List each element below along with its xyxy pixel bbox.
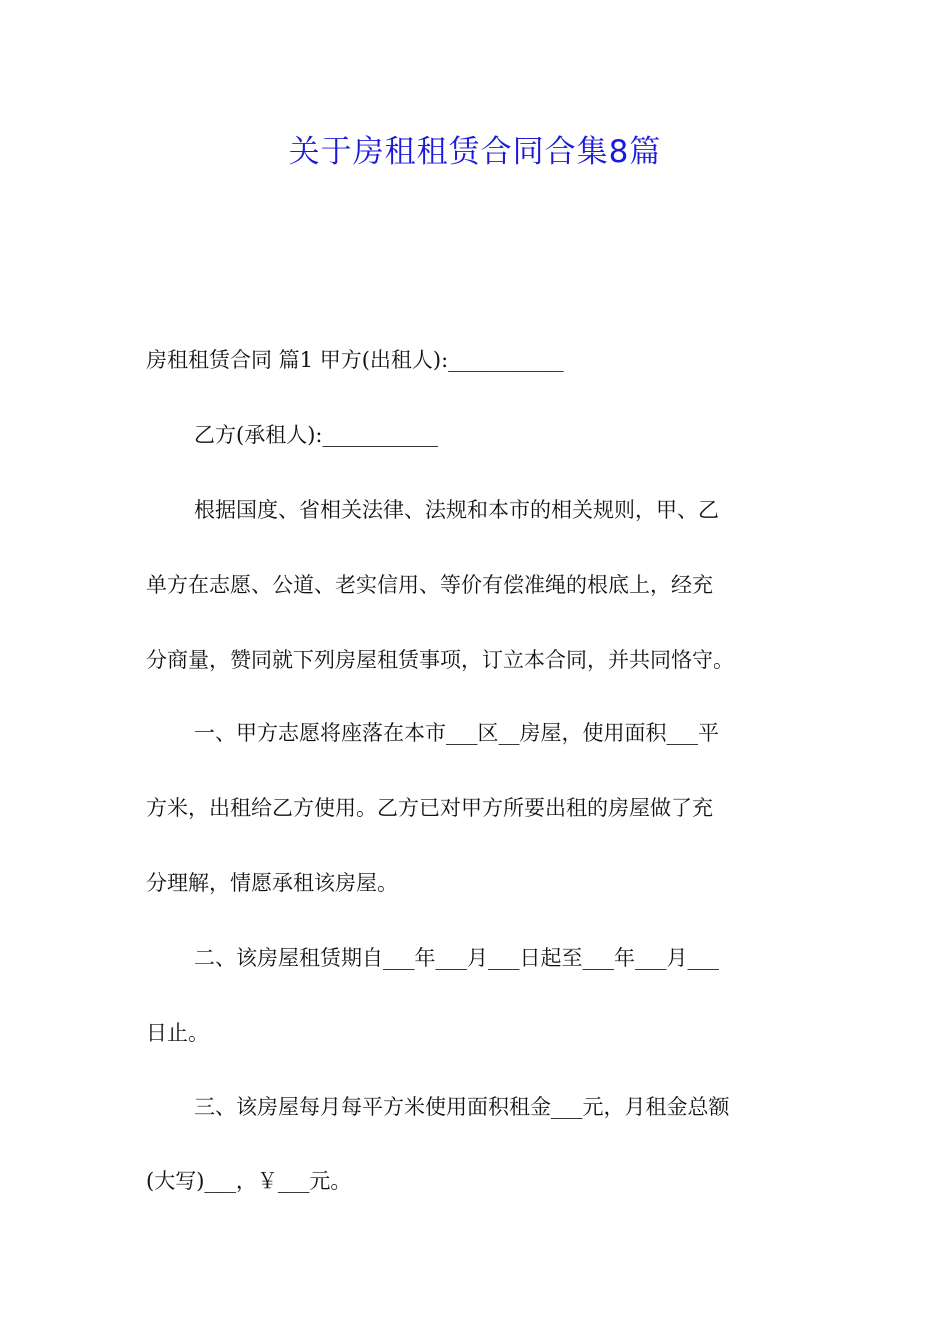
paragraph-line: 根据国度、省相关法律、法规和本市的相关规则，甲、乙 — [194, 498, 719, 522]
paragraph-line: 分理解，情愿承租该房屋。 — [146, 871, 398, 895]
document-title: 关于房租租赁合同合集8篇 — [288, 134, 662, 170]
clause-one-line: 一、甲方志愿将座落在本市___区__房屋，使用面积___平 — [194, 721, 719, 745]
paragraph-line: 日止。 — [146, 1021, 209, 1045]
contract-heading-line: 房租租赁合同 篇1 甲方(出租人):___________ — [146, 348, 564, 372]
paragraph-line: 单方在志愿、公道、老实信用、等价有偿准绳的根底上，经充 — [146, 573, 713, 597]
clause-three-line: 三、该房屋每月每平方米使用面积租金___元，月租金总额 — [194, 1095, 730, 1119]
clause-two-line: 二、该房屋租赁期自___年___月___日起至___年___月___ — [194, 946, 719, 970]
paragraph-line: (大写)___，￥___元。 — [146, 1169, 352, 1193]
party-b-line: 乙方(承租人):___________ — [194, 423, 438, 447]
paragraph-line: 方米，出租给乙方使用。乙方已对甲方所要出租的房屋做了充 — [146, 796, 713, 820]
paragraph-line: 分商量，赞同就下列房屋租赁事项，订立本合同，并共同恪守。 — [146, 648, 734, 672]
